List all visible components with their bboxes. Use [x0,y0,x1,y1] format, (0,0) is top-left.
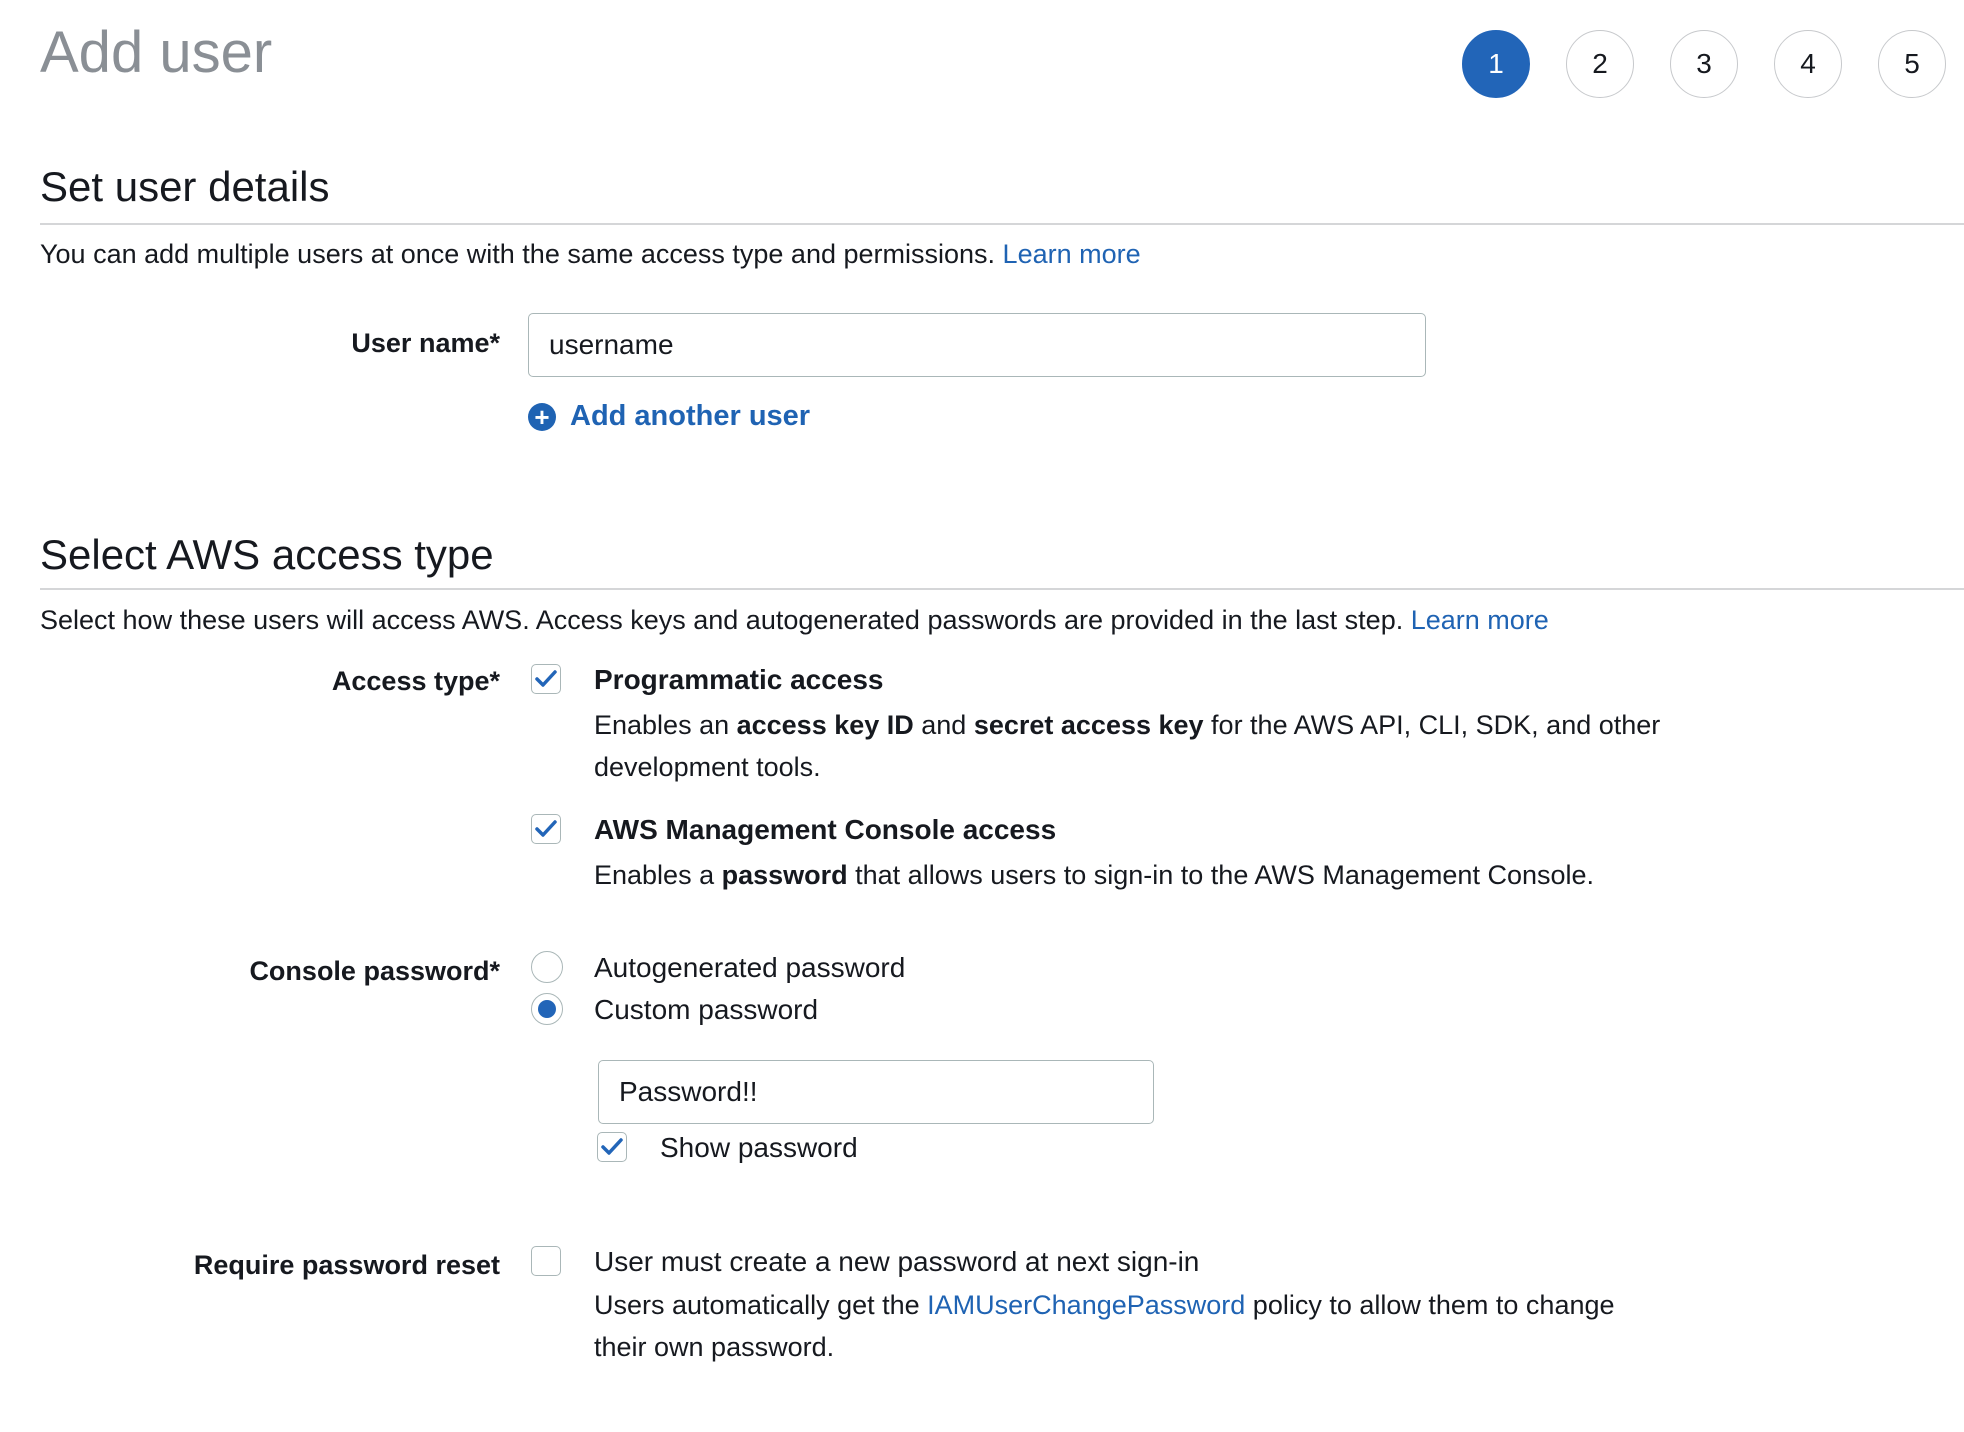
add-another-user-button[interactable] [528,400,810,433]
plus-circle-icon: + [528,403,556,431]
require-password-reset-label: Require password reset [193,1250,500,1280]
desc-text: that allows users to sign-in to the AWS Management Console. [847,860,1595,890]
show-password-checkbox[interactable] [597,1132,627,1162]
learn-more-link[interactable]: Learn more [1002,239,1141,269]
console-access-checkbox[interactable] [531,814,561,844]
programmatic-access-title: Programmatic access [594,664,884,695]
section-title-user-details: Set user details [40,163,330,210]
radio-selected-dot [538,1000,556,1018]
custom-password-input[interactable] [598,1060,1154,1124]
user-details-description [40,236,1141,272]
programmatic-access-checkbox[interactable] [531,664,561,694]
console-access-description [594,854,1594,896]
section-divider [40,588,1964,590]
desc-bold: secret access key [973,710,1204,740]
require-password-reset-option: User must create a new password at next sign-in [594,1246,1200,1277]
access-type-description [40,602,1549,638]
iam-policy-link[interactable]: IAMUserChangePassword [927,1290,1246,1320]
desc-text: Enables a [594,860,722,890]
desc-text: for the AWS API, CLI, SDK, and other development tools. [594,710,1661,782]
desc-bold: access key ID [736,710,914,740]
console-password-label: Console password* [249,956,500,986]
show-password-label: Show password [660,1132,858,1163]
step-3[interactable]: 3 [1670,30,1738,98]
console-access-title: AWS Management Console access [594,814,1057,845]
desc-bold: password [721,860,848,890]
step-1[interactable]: 1 [1462,30,1530,98]
wizard-steps [1462,30,1946,98]
access-type-label: Access type* [331,666,500,696]
step-2[interactable]: 2 [1566,30,1634,98]
description-text: You can add multiple users at once with the same access type and permissions. [40,239,996,269]
user-name-label: User name* [351,328,500,358]
require-password-reset-checkbox[interactable] [531,1246,561,1276]
desc-text: and [913,710,974,740]
step-4[interactable]: 4 [1774,30,1842,98]
desc-text: Enables an [594,710,737,740]
section-title-access-type: Select AWS access type [40,531,494,578]
custom-password-label: Custom password [594,994,819,1025]
desc-text: Users automatically get the [594,1290,928,1320]
autogenerated-password-radio[interactable] [531,951,563,983]
section-divider [40,223,1964,225]
checkmark-icon [535,820,557,838]
description-text: Select how these users will access AWS. Access keys and autogenerated passwords are provided in the last step. [40,605,1404,635]
page-title: Add user [40,20,273,85]
require-password-reset-description [594,1284,1674,1368]
desc-text: policy to allow them to change their own password. [594,1290,1615,1362]
learn-more-link[interactable]: Learn more [1410,605,1549,635]
user-name-input[interactable] [528,313,1426,377]
add-another-user-label: Add another user [570,400,811,432]
autogenerated-password-label: Autogenerated password [594,952,906,983]
checkmark-icon [601,1138,623,1156]
checkmark-icon [535,670,557,688]
programmatic-access-description [594,704,1674,788]
custom-password-radio[interactable] [531,993,563,1025]
step-5[interactable]: 5 [1878,30,1946,98]
